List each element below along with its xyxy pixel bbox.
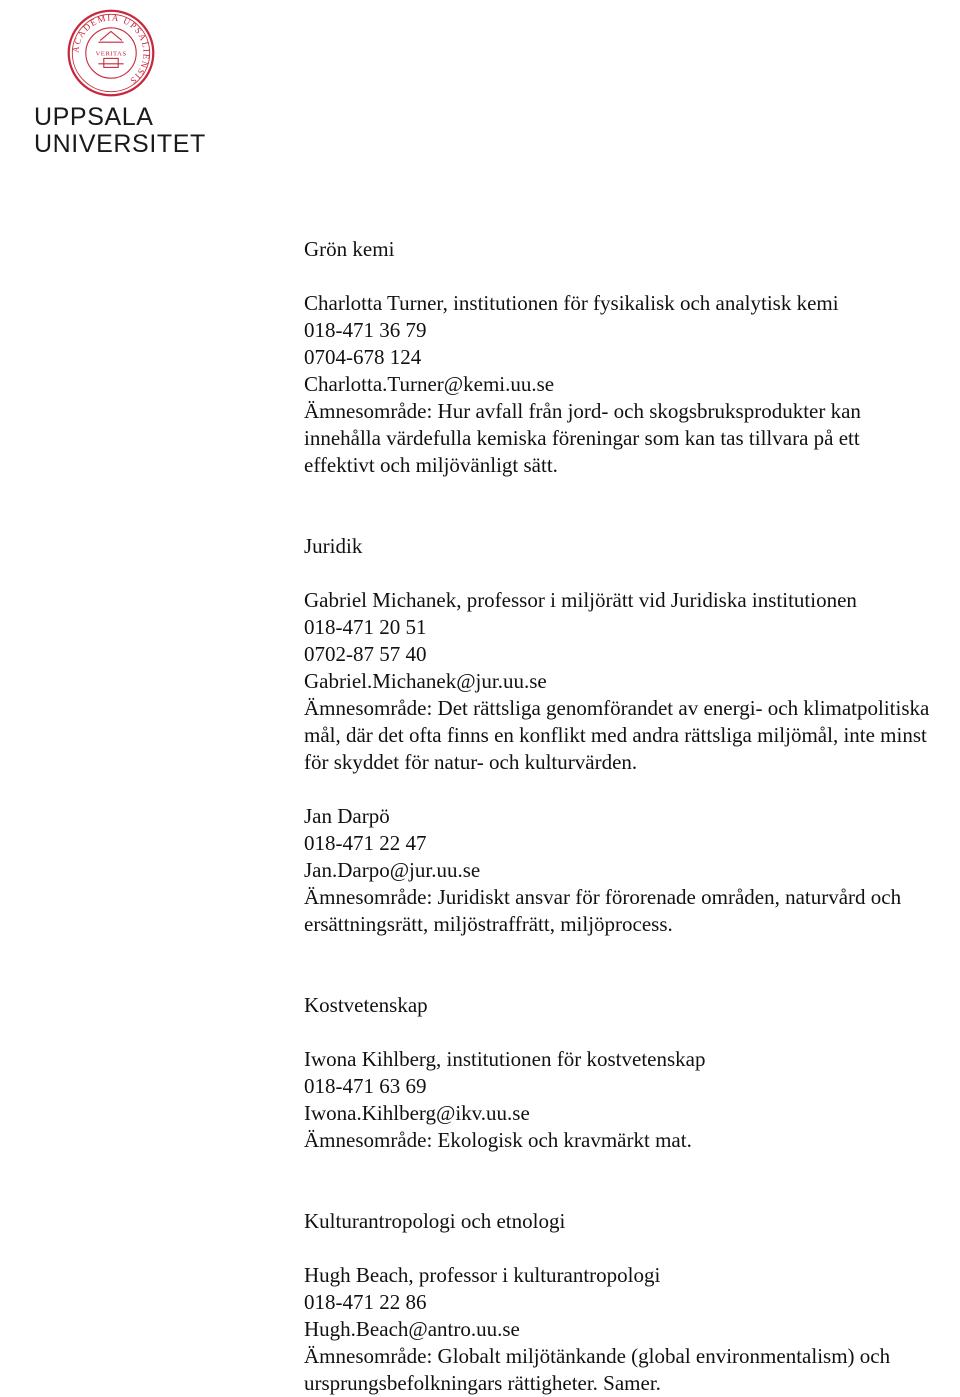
- section-heading: Grön kemi: [304, 237, 395, 261]
- section-gron-kemi: [304, 236, 954, 479]
- svg-text:VERITAS: VERITAS: [95, 50, 127, 58]
- contact-email: Hugh.Beach@antro.uu.se: [304, 1317, 520, 1341]
- svg-text:ACADEMIA UPSALIENSIS: ACADEMIA UPSALIENSIS: [70, 12, 152, 87]
- contact-block: [304, 1262, 954, 1397]
- section-heading: Kostvetenskap: [304, 993, 428, 1017]
- contact-email: Jan.Darpo@jur.uu.se: [304, 858, 481, 882]
- contact-block: [304, 1046, 954, 1154]
- section-juridik: [304, 533, 954, 938]
- university-seal-icon: [66, 8, 156, 98]
- contact-block: [304, 290, 954, 479]
- contact-name: Hugh Beach, professor i kulturantropologi: [304, 1263, 661, 1287]
- contact-email: Gabriel.Michanek@jur.uu.se: [304, 669, 547, 693]
- contact-topic: Ämnesområde: Globalt miljötänkande (global environmentalism) och ursprungsbefolkningars rättigheter. Samer.: [304, 1344, 891, 1395]
- contact-topic: Ämnesområde: Ekologisk och kravmärkt mat.: [304, 1128, 692, 1152]
- contact-email: Charlotta.Turner@kemi.uu.se: [304, 372, 555, 396]
- section-heading: Juridik: [304, 534, 363, 558]
- contact-mobile: 0702-87 57 40: [304, 642, 427, 666]
- contact-name: Iwona Kihlberg, institutionen för kostvetenskap: [304, 1047, 706, 1071]
- university-name-line2: UNIVERSITET: [34, 130, 206, 158]
- contact-phone: 018-471 22 47: [304, 831, 427, 855]
- contact-name: Jan Darpö: [304, 804, 390, 828]
- contact-topic: Ämnesområde: Juridiskt ansvar för förorenade områden, naturvård och ersättningsrätt, miljöstraffrätt, miljöprocess.: [304, 885, 902, 936]
- contact-phone: 018-471 36 79: [304, 318, 427, 342]
- section-kulturantropologi: [304, 1208, 954, 1397]
- university-name-line1: UPPSALA: [34, 103, 154, 131]
- document-body: [304, 236, 954, 1397]
- contact-name: Gabriel Michanek, professor i miljörätt vid Juridiska institutionen: [304, 588, 857, 612]
- contact-topic: Ämnesområde: Hur avfall från jord- och skogsbruksprodukter kan innehålla värdefulla kemiska föreningar som kan tas tillvara på ett effektivt och miljövänligt sätt.: [304, 399, 861, 477]
- contact-block: [304, 587, 954, 776]
- contact-block: [304, 803, 954, 938]
- contact-email: Iwona.Kihlberg@ikv.uu.se: [304, 1101, 530, 1125]
- section-kostvetenskap: [304, 992, 954, 1154]
- contact-name: Charlotta Turner, institutionen för fysikalisk och analytisk kemi: [304, 291, 839, 315]
- contact-phone: 018-471 20 51: [304, 615, 427, 639]
- contact-mobile: 0704-678 124: [304, 345, 422, 369]
- section-heading: Kulturantropologi och etnologi: [304, 1209, 566, 1233]
- university-name: [34, 104, 204, 158]
- contact-phone: 018-471 63 69: [304, 1074, 427, 1098]
- contact-topic: Ämnesområde: Det rättsliga genomförandet av energi- och klimatpolitiska mål, där det ofta finns en konflikt med andra rättsliga miljömål, inte minst för skyddet för natur- och kulturvärden.: [304, 696, 930, 774]
- contact-phone: 018-471 22 86: [304, 1290, 427, 1314]
